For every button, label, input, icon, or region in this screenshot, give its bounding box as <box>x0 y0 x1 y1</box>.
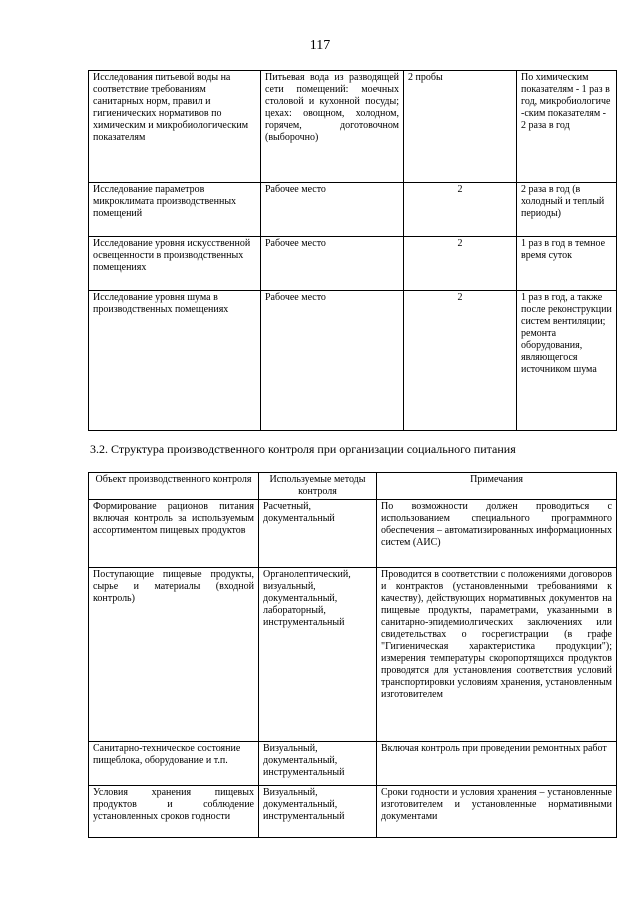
table-cell-object: Формирование рационов питания включая контроль за используемым ассортиментом пищевых продуктов <box>89 500 259 568</box>
section-heading: 3.2. Структура производственного контроля при организации социального питания <box>90 442 516 456</box>
table-cell-object: Условия хранения пищевых продуктов и соблюдение установленных сроков годности <box>89 786 259 838</box>
table-cell-quantity: 2 <box>404 183 517 237</box>
table-row <box>89 237 617 291</box>
table-cell-place: Рабочее место <box>261 183 404 237</box>
table-cell-quantity: 2 <box>404 237 517 291</box>
table-cell-quantity: 2 <box>404 291 517 431</box>
table-row <box>89 183 617 237</box>
table-cell-methods: Визуальный, документальный, инструментальный <box>259 786 377 838</box>
table-cell-object: Исследования питьевой воды на соответствие требованиям санитарных норм, правил и гигиенических нормативов по химическим и микробиологическим показателям <box>89 71 261 183</box>
table-row <box>89 71 617 183</box>
table-cell-frequency: 1 раз в год, а также после реконструкции систем вентиляции; ремонта оборудования, являющегося источником шума <box>517 291 617 431</box>
production-control-structure-table <box>88 472 617 838</box>
column-header-notes: Примечания <box>377 473 617 500</box>
table-cell-object: Исследование уровня шума в производственных помещениях <box>89 291 261 431</box>
table-cell-object: Поступающие пищевые продукты, сырье и материалы (входной контроль) <box>89 568 259 742</box>
page-number: 117 <box>309 38 331 53</box>
table-header-row <box>89 473 617 500</box>
table-cell-place: Рабочее место <box>261 237 404 291</box>
lab-control-table <box>88 70 617 431</box>
table-cell-notes: Сроки годности и условия хранения – установленные изготовителем и установленные нормативными документами <box>377 786 617 838</box>
table-cell-frequency: 1 раз в год в темное время суток <box>517 237 617 291</box>
table-cell-object: Исследование параметров микроклимата производственных помещений <box>89 183 261 237</box>
table-cell-object: Санитарно-техническое состояние пищеблока, оборудование и т.п. <box>89 742 259 786</box>
table-row <box>89 786 617 838</box>
table-cell-methods: Визуальный, документальный, инструментальный <box>259 742 377 786</box>
table-cell-frequency: 2 раза в год (в холодный и теплый периоды) <box>517 183 617 237</box>
table-cell-place: Питьевая вода из разводящей сети помещений: моечных столовой и кухонной посуды; цехах: овощном, холодном, горячем, доготовочном (выборочно) <box>261 71 404 183</box>
table-cell-quantity: 2 пробы <box>404 71 517 183</box>
column-header-object: Объект производственного контроля <box>89 473 259 500</box>
column-header-methods: Используемые методы контроля <box>259 473 377 500</box>
table-cell-place: Рабочее место <box>261 291 404 431</box>
table-cell-methods: Органолептический, визуальный, документальный, лабораторный, инструментальный <box>259 568 377 742</box>
table-row <box>89 291 617 431</box>
table-cell-frequency: По химическим показателям - 1 раз в год, микробиологиче -ским показателям - 2 раза в год <box>517 71 617 183</box>
table-row <box>89 500 617 568</box>
table-cell-notes: Включая контроль при проведении ремонтных работ <box>377 742 617 786</box>
table-cell-notes: Проводится в соответствии с положениями договоров и контрактов (установленными требованиями к качеству), действующих нормативных документов на пищевые продукты, параметрами, указанными в санитарно-эпидемиолгических заключениях или свидетельствах о госрегистрации (в графе "Гигиеническая характеристика продукции"); измерения температуры скоропортящихся продуктов проводятся для установления соответствия условий транспортировки условиям хранения, установленным изготовителем <box>377 568 617 742</box>
table-cell-notes: По возможности должен проводиться с использованием специального программного обеспечения – автоматизированных информационных систем (АИС) <box>377 500 617 568</box>
table-cell-object: Исследование уровня искусственной освещенности в производственных помещениях <box>89 237 261 291</box>
table-cell-methods: Расчетный, документальный <box>259 500 377 568</box>
table-row <box>89 742 617 786</box>
table-row <box>89 568 617 742</box>
